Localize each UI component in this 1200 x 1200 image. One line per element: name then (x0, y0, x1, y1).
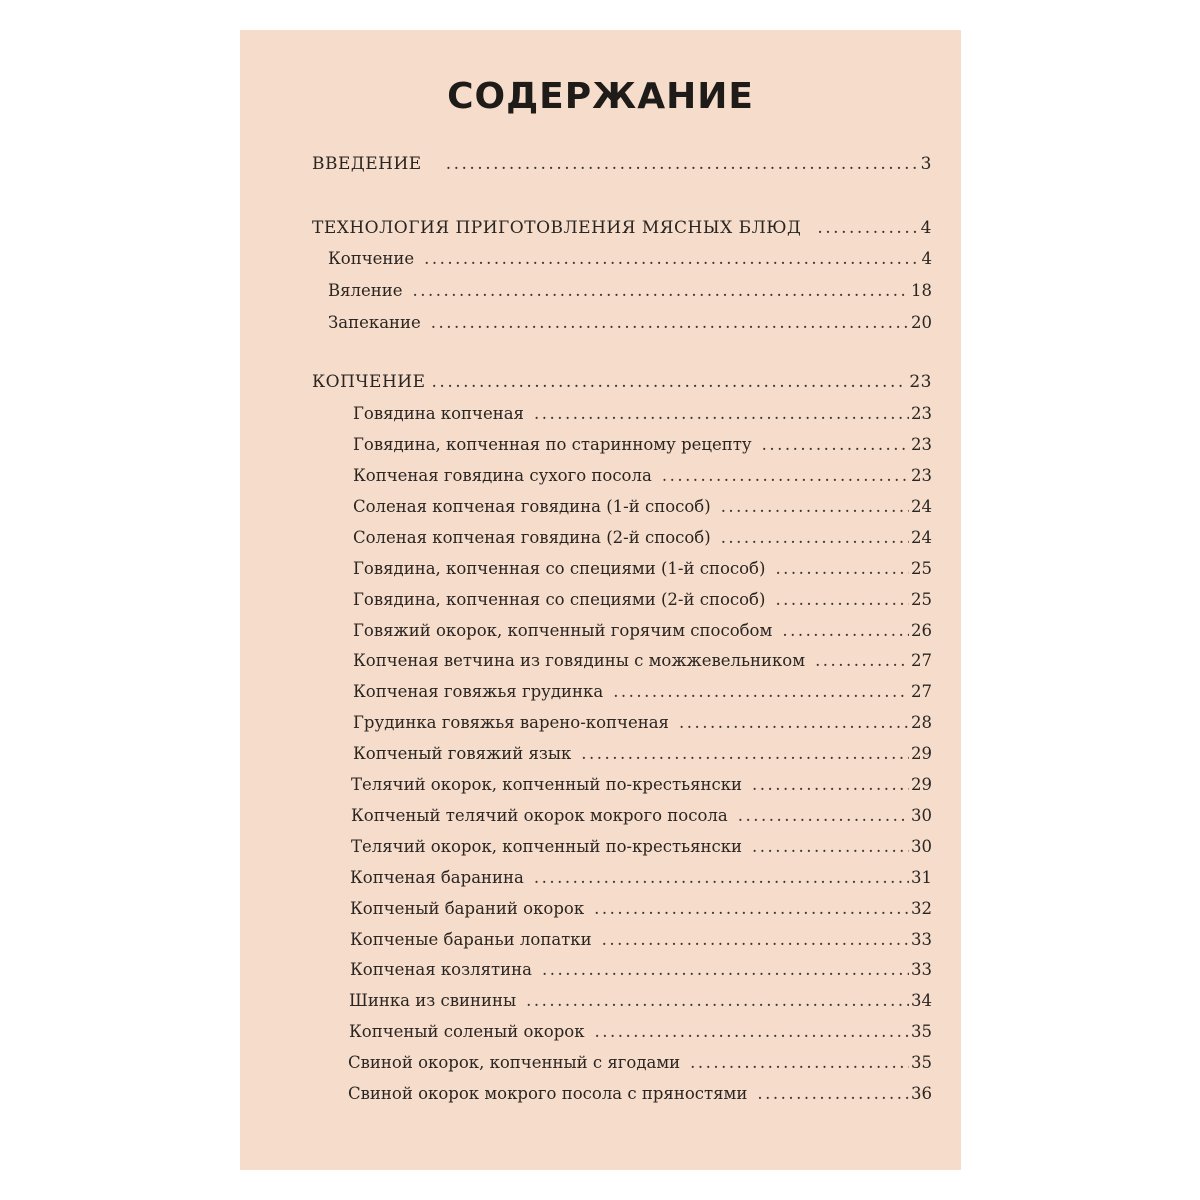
toc-entry-page: 33 (911, 960, 932, 979)
toc-entry-smoking-chapter (312, 371, 932, 393)
toc-entry-page: 29 (911, 744, 932, 763)
toc-entry-label: ТЕХНОЛОГИЯ ПРИГОТОВЛЕНИЯ МЯСНЫХ БЛЮД (312, 218, 802, 238)
toc-entry-page: 4 (920, 218, 932, 238)
toc-entry-label: Говядина копченая (353, 404, 524, 423)
toc-entry-page: 4 (921, 249, 932, 268)
toc-leader-dots (542, 959, 909, 981)
toc-leader-dots (595, 1021, 909, 1043)
toc-entry-label: Копчение (328, 249, 415, 268)
toc-entry-page: 36 (911, 1084, 932, 1103)
toc-entry-page: 34 (911, 991, 932, 1010)
toc-entry-page: 29 (911, 775, 932, 794)
toc-leader-dots (752, 836, 909, 858)
toc-entry-label: Запекание (328, 313, 421, 332)
toc-leader-dots (581, 743, 909, 765)
toc-entry-drying (328, 280, 932, 302)
toc-entry-page: 33 (911, 930, 932, 949)
toc-entry-label: КОПЧЕНИЕ (312, 372, 426, 392)
toc-entry-recipe (353, 434, 932, 456)
toc-entry-recipe (353, 681, 932, 703)
toc-entry-page: 24 (911, 528, 932, 547)
toc-leader-dots (534, 403, 909, 425)
toc-entry-label: Говядина, копченная со специями (1-й способ) (353, 559, 766, 578)
toc-leader-dots (602, 929, 909, 951)
toc-entry-label: Соленая копченая говядина (1-й способ) (353, 497, 711, 516)
toc-entry-page: 27 (911, 682, 932, 701)
toc-entry-recipe (348, 1083, 932, 1105)
toc-leader-dots (775, 558, 909, 580)
toc-entry-recipe (353, 712, 932, 734)
toc-entry-recipe (353, 558, 932, 580)
toc-entry-label: Соленая копченая говядина (2-й способ) (353, 528, 711, 547)
toc-leader-dots (762, 434, 909, 456)
toc-leader-dots (446, 153, 919, 175)
toc-leader-dots (782, 620, 909, 642)
toc-entry-recipe (351, 774, 932, 796)
toc-entry-page: 23 (911, 404, 932, 423)
toc-entry-recipe (350, 867, 932, 889)
toc-entry-page: 35 (911, 1053, 932, 1072)
toc-entry-recipe (353, 589, 932, 611)
toc-leader-dots (662, 465, 909, 487)
toc-entry-label: Копченый телячий окорок мокрого посола (351, 806, 728, 825)
toc-entry-recipe (350, 898, 932, 920)
toc-entry-page: 23 (911, 435, 932, 454)
toc-entry-page: 26 (911, 621, 932, 640)
toc-leader-dots (431, 312, 909, 334)
toc-entry-label: Говядина, копченная по старинному рецепту (353, 435, 752, 454)
toc-entry-page: 24 (911, 497, 932, 516)
toc-entry-recipe (353, 620, 932, 642)
toc-entry-page: 30 (911, 806, 932, 825)
toc-entry-label: Копченая говядина сухого посола (353, 466, 652, 485)
toc-leader-dots (613, 681, 909, 703)
toc-entry-label: Копченая говяжья грудинка (353, 682, 604, 701)
toc-entry-label: Телячий окорок, копченный по-крестьянски (351, 775, 743, 794)
toc-entry-recipe (350, 929, 932, 951)
book-page (240, 30, 961, 1170)
toc-entry-recipe (353, 650, 932, 672)
toc-entry-recipe (350, 959, 932, 981)
page-title: СОДЕРЖАНИЕ (447, 76, 754, 117)
toc-entry-label: Свиной окорок мокрого посола с пряностями (348, 1084, 748, 1103)
toc-entry-introduction (312, 153, 932, 175)
toc-entry-label: Копченая баранина (350, 868, 524, 887)
toc-entry-recipe (353, 465, 932, 487)
toc-leader-dots (413, 280, 909, 302)
toc-leader-dots (757, 1083, 909, 1105)
toc-entry-recipe (353, 527, 932, 549)
toc-entry-page: 27 (911, 651, 932, 670)
toc-entry-page: 28 (911, 713, 932, 732)
toc-leader-dots (752, 774, 909, 796)
toc-entry-page: 32 (911, 899, 932, 918)
toc-leader-dots (721, 527, 909, 549)
toc-entry-baking (328, 312, 932, 334)
toc-entry-recipe (353, 743, 932, 765)
toc-leader-dots (534, 867, 909, 889)
toc-entry-label: Свиной окорок, копченный с ягодами (348, 1053, 681, 1072)
toc-entry-label: Телячий окорок, копченный по-крестьянски (351, 837, 743, 856)
toc-entry-label: ВВЕДЕНИЕ (312, 154, 422, 174)
toc-entry-recipe (351, 836, 932, 858)
toc-entry-label: Вяление (328, 281, 403, 300)
toc-leader-dots (815, 650, 909, 672)
toc-entry-page: 23 (911, 466, 932, 485)
toc-entry-label: Говяжий окорок, копченный горячим способом (353, 621, 773, 640)
toc-leader-dots (738, 805, 909, 827)
toc-entry-label: Копченая ветчина из говядины с можжевельником (353, 651, 806, 670)
toc-entry-label: Грудинка говяжья варено-копченая (353, 713, 669, 732)
toc-leader-dots (817, 217, 918, 239)
toc-entry-label: Копченый говяжий язык (353, 744, 572, 763)
toc-leader-dots (721, 496, 909, 518)
toc-entry-page: 23 (909, 372, 932, 392)
toc-entry-page: 35 (911, 1022, 932, 1041)
toc-entry-label: Копченый соленый окорок (349, 1022, 585, 1041)
toc-entry-page: 20 (911, 313, 932, 332)
toc-entry-label: Шинка из свинины (349, 991, 517, 1010)
toc-leader-dots (594, 898, 909, 920)
toc-leader-dots (432, 371, 908, 393)
toc-entry-page: 18 (911, 281, 932, 300)
toc-entry-label: Копченые бараньи лопатки (350, 930, 592, 949)
toc-entry-page: 25 (911, 559, 932, 578)
toc-entry-page: 30 (911, 837, 932, 856)
toc-leader-dots (424, 248, 919, 270)
toc-entry-recipe (351, 805, 932, 827)
toc-leader-dots (526, 990, 909, 1012)
toc-leader-dots (679, 712, 909, 734)
toc-entry-label: Копченая козлятина (350, 960, 532, 979)
toc-entry-recipe (353, 496, 932, 518)
toc-entry-recipe (349, 990, 932, 1012)
toc-entry-recipe (353, 403, 932, 425)
toc-entry-page: 3 (920, 154, 932, 174)
toc-entry-page: 31 (911, 868, 932, 887)
toc-entry-label: Говядина, копченная со специями (2-й способ) (353, 590, 766, 609)
toc-entry-page: 25 (911, 590, 932, 609)
toc-leader-dots (690, 1052, 909, 1074)
toc-entry-smoking-sub (328, 248, 932, 270)
toc-entry-label: Копченый бараний окорок (350, 899, 585, 918)
toc-leader-dots (775, 589, 909, 611)
toc-entry-recipe (349, 1021, 932, 1043)
toc-entry-technology (312, 217, 932, 239)
toc-entry-recipe (348, 1052, 932, 1074)
